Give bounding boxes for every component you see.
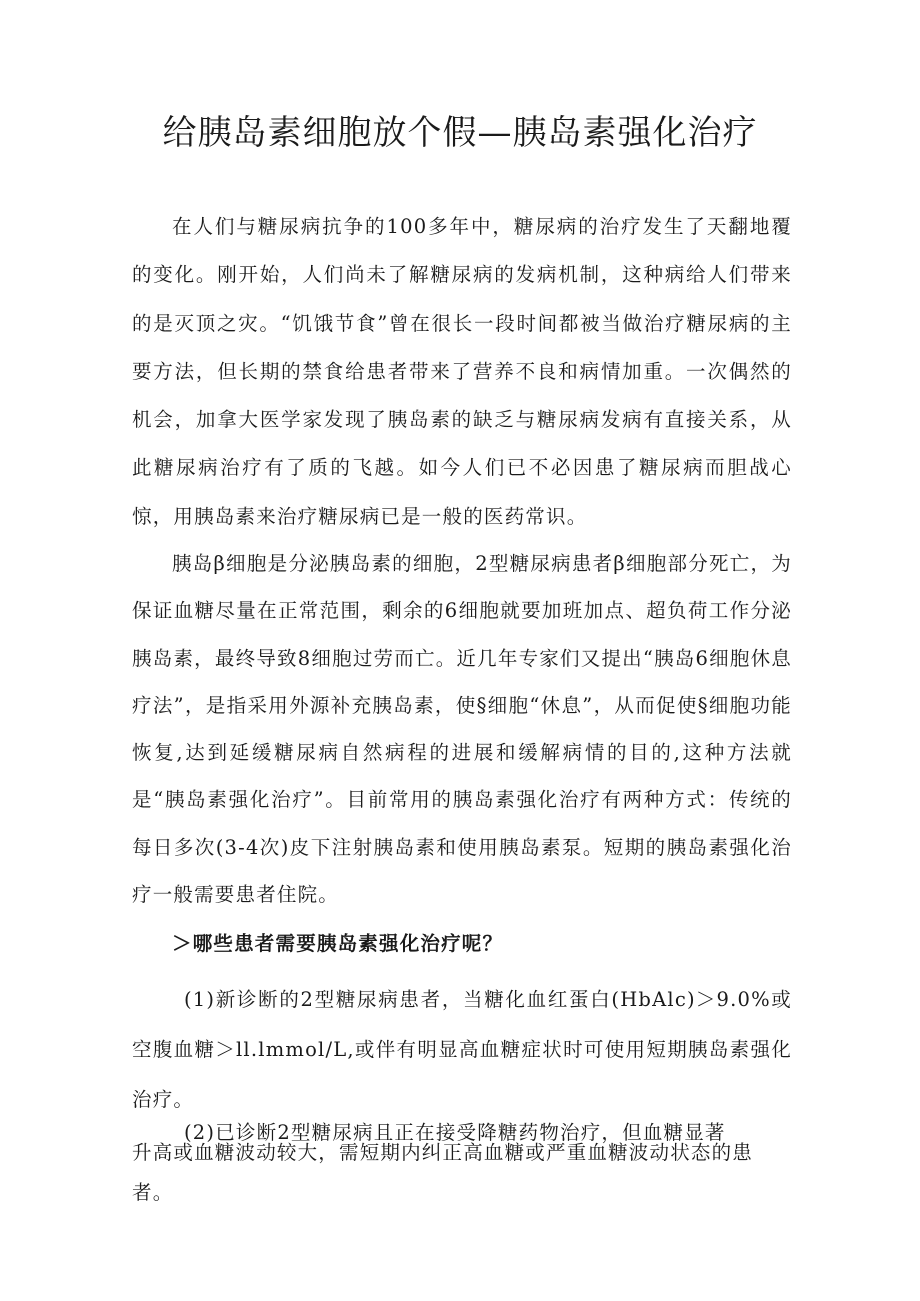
list-item-1: (1)新诊断的2型糖尿病患者，当糖化血红蛋白(HbAlc)＞9.0%或空腹血糖＞ll.lmmol/L,或伴有明显高血糖症状时可使用短期胰岛素强化治疗。 [132,988,792,1111]
list-item-2: (2)已诊断2型糖尿病且正在接受降糖药物治疗，但血糖显著 [184,1121,726,1144]
section-heading: ＞哪些患者需要胰岛素强化治疗呢？ [172,932,504,955]
paragraph-beta-cell: 胰岛β细胞是分泌胰岛素的细胞，2型糖尿病患者β细胞部分死亡，为保证血糖尽量在正常范围，剩余的6细胞就要加班加点、超负荷工作分泌胰岛素，最终导致8细胞过劳而亡。近几年专家们又提出“胰岛6细胞休息疗法”，是指采用外源补充胰岛素，使§细胞“休息”，从而促使§细胞功能恢复,达到延缓糖尿病自然病程的进展和缓解病情的目的,这种方法就是“胰岛素强化治疗”。目前常用的胰岛素强化治疗有两种方式：传统的每日多次(3-4次)皮下注射胰岛素和使用胰岛素泵。短期的胰岛素强化治疗一般需要患者住院。 [132,552,792,907]
document-title: 给胰岛素细胞放个假—胰岛素强化治疗 [162,113,758,153]
list-item-2-continuation: 升高或血糖波动较大，需短期内纠正高血糖或严重血糖波动状态的患者。 [132,1141,754,1204]
paragraph-history: 在人们与糖尿病抗争的100多年中，糖尿病的治疗发生了天翻地覆的变化。刚开始，人们尚未了解糖尿病的发病机制，这种病给人们带来的是灭顶之灾。“饥饿节食”曾在很长一段时间都被当做治疗糖尿病的主要方法，但长期的禁食给患者带来了营养不良和病情加重。一次偶然的机会，加拿大医学家发现了胰岛素的缺乏与糖尿病发病有直接关系，从此糖尿病治疗有了质的飞越。如今人们已不必因患了糖尿病而胆战心惊，用胰岛素来治疗糖尿病已是一般的医药常识。 [132,215,792,528]
